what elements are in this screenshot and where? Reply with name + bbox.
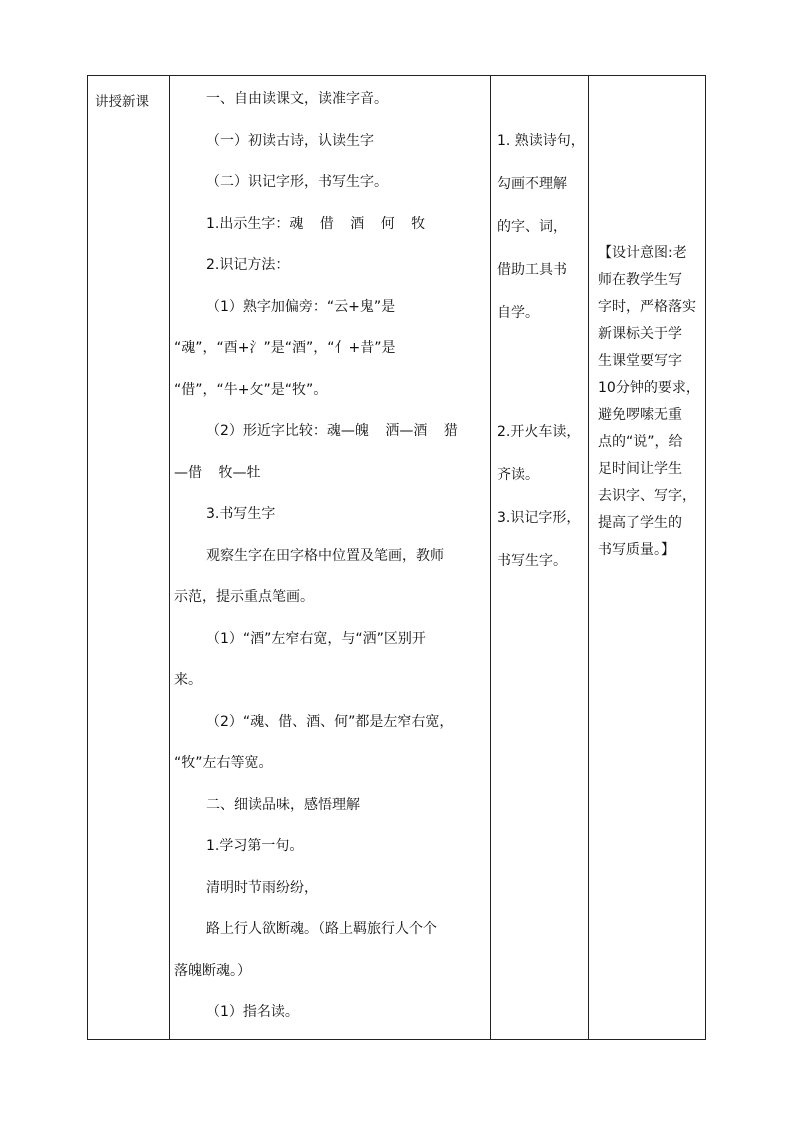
content-line: —借 牧—牡 xyxy=(174,464,261,481)
poem-line: 清明时节雨纷纷， xyxy=(206,879,318,896)
note-line: 点的“说”，给 xyxy=(598,434,683,450)
activity-line: 自学。 xyxy=(497,305,539,321)
content-line: 来。 xyxy=(174,672,202,688)
activity-line: 2.开火车读， xyxy=(497,424,581,440)
note-line: 提高了学生的 xyxy=(598,515,682,531)
activity-line: 3.识记字形， xyxy=(497,510,581,526)
content-line: “借”，“牛+攵”是“牧”。 xyxy=(174,381,328,398)
student-activity-block xyxy=(497,422,585,594)
note-line: 去识字、写字， xyxy=(598,488,696,504)
teaching-content xyxy=(174,89,486,1044)
content-line: （2）形近字比较：魂—魄 洒—酒 猎 xyxy=(206,423,458,439)
design-intent-cell xyxy=(588,76,707,1039)
student-activity-block xyxy=(497,131,585,346)
content-line: 2.识记方法： xyxy=(206,257,290,273)
note-line: 【设计意图:老 xyxy=(598,245,687,261)
content-line: （1）熟字加偏旁：“云+鬼”是 xyxy=(206,298,396,315)
activity-line: 齐读。 xyxy=(497,467,539,483)
section-label-cell xyxy=(88,76,169,1039)
note-line: 新课标关于学 xyxy=(598,326,682,342)
content-line: “牧”左右等宽。 xyxy=(174,755,273,771)
content-line: 1.学习第一句。 xyxy=(206,838,304,854)
note-line: 足时间让学生 xyxy=(598,461,682,477)
note-line: 书写质量。】 xyxy=(598,542,675,558)
content-line: 示范，提示重点笔画。 xyxy=(174,589,314,605)
note-line: 10分钟的要求， xyxy=(598,380,700,396)
content-line: （一）初读古诗，认读生字 xyxy=(206,132,374,149)
note-line: 避免啰嗦无重 xyxy=(598,407,682,423)
content-line: 二、细读品味，感悟理解 xyxy=(206,796,360,813)
teaching-content-cell xyxy=(169,76,490,1039)
activity-line: 的字、词， xyxy=(497,219,567,235)
content-line: “魂”，“酉+氵”是“酒”，“亻+昔”是 xyxy=(174,340,396,356)
student-activity-cell xyxy=(490,76,588,1039)
content-line: 3.书写生字 xyxy=(206,506,276,522)
poem-line: 路上行人欲断魂。（路上羁旅行人个个 xyxy=(206,921,437,937)
content-line: （1）指名读。 xyxy=(206,1004,299,1020)
new-characters-line: 1.出示生字：魂 借 酒 何 牧 xyxy=(206,215,426,232)
content-line: （二）识记字形，书写生字。 xyxy=(206,174,388,190)
activity-line: 书写生字。 xyxy=(497,553,567,569)
activity-line: 1. 熟读诗句， xyxy=(497,133,585,149)
content-line: 落魄断魂。） xyxy=(174,962,251,979)
activity-line: 借助工具书 xyxy=(497,262,567,278)
note-line: 字时，严格落实 xyxy=(598,299,696,315)
design-intent-note xyxy=(598,242,703,566)
content-line: 观察生字在田字格中位置及笔画，教师 xyxy=(206,547,444,564)
note-line: 师在教学生写 xyxy=(598,272,682,288)
note-line: 生课堂要写字 xyxy=(598,353,682,369)
content-line: （1）“酒”左窄右宽，与“洒”区别开 xyxy=(206,630,426,647)
content-line: （2）“魂、借、酒、何”都是左窄右宽， xyxy=(206,713,454,730)
section-label: 讲授新课 xyxy=(95,94,149,110)
content-line: 一、自由读课文，读准字音。 xyxy=(206,91,388,107)
activity-line: 勾画不理解 xyxy=(497,176,567,192)
lesson-plan-table xyxy=(87,75,706,1040)
